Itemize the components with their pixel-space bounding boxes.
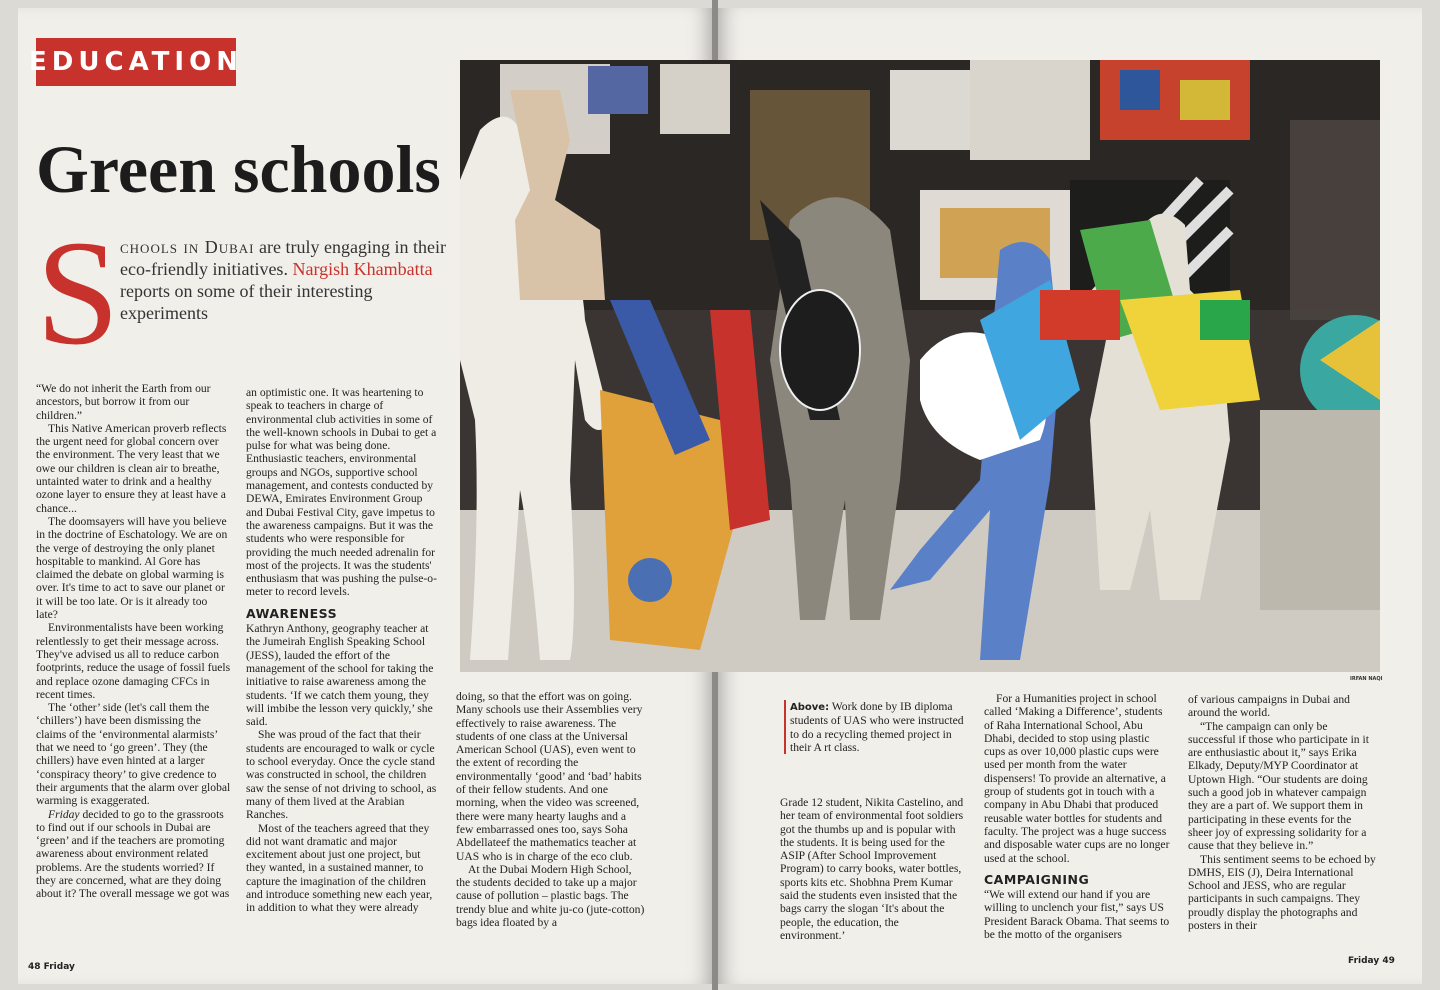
paragraph: She was proud of the fact that their students are encouraged to walk or cycle to school everyday. Once the cycle stand was constructed in school, the children saw the sense of not driving to school, as many of them lived at the Arabian Ranches. bbox=[246, 728, 437, 822]
photo-caption bbox=[784, 700, 968, 754]
standfirst-lead: chools in Dubai bbox=[120, 237, 255, 257]
headline: Green schools bbox=[36, 131, 441, 207]
paragraph: “We do not inherit the Earth from our ancestors, but borrow it from our children.” bbox=[36, 382, 211, 422]
paragraph: At the Dubai Modern High School, the students decided to take up a major cause of pollution – plastic bags. The trendy blue and white ju-co (jute-cotton) bags idea floated by a bbox=[456, 862, 645, 930]
body-column-5 bbox=[984, 692, 1172, 941]
body-column-4 bbox=[780, 796, 966, 942]
paragraph bbox=[36, 808, 232, 901]
standfirst bbox=[120, 236, 450, 324]
paragraph: The doomsayers will have you believe in the doctrine of Eschatology. We are on the verge of destroying the only planet hospitable to mankind. Al Gore has claimed the debate on global warming is over. It's time to act to save our planet or it will be too late. Or is it already too late? bbox=[36, 514, 228, 622]
author-name: Nargish Khambatta bbox=[292, 259, 433, 279]
paragraph: doing, so that the effort was on going. Many schools use their Assemblies very effectively to raise awareness. The students of one class at the Universal American School (UAS), even went to the extent of recording the environmentally ‘good’ and ‘bad’ habits of their fellow students. And one morning, when the video was screened, there were many hearty laughs and a few embarrassed ones too, says Soha Abdellateef the mathematics teacher at UAS who is in charge of the eco club. bbox=[456, 690, 643, 863]
body-column-3 bbox=[456, 690, 646, 929]
feature-photo bbox=[460, 60, 1380, 672]
paragraph: an optimistic one. It was heartening to speak to teachers in charge of environmental club activities in some of the well-known schools in Dubai to get a pulse for what was being done. Enthusiastic teachers, environmental groups and NGOs, supportive school management, and contests conducted by DEWA, Emirates Environment Group and Dubai Festival City, gave impetus to the awareness campaigns. But it was the students who were responsible for providing the much needed adrenalin for most of the projects. It was the students' enthusiasm that was pushing the pulse-o-meter to record levels. bbox=[246, 386, 437, 599]
paragraph: Grade 12 student, Nikita Castelino, and her team of environmental foot soldiers got the thumbs up and is popular with the students. It is being used for the ASIP (After School Improvement Program) to carry books, water bottles, sports kits etc. Shobhna Prem Kumar said the students even insisted that the bags carry the slogan ‘It's about the people, the education, the environment.’ bbox=[780, 796, 964, 942]
paragraph: Most of the teachers agreed that they did not want dramatic and major excitement about just one project, but they wanted, in a sustained manner, to capture the imagination of the children and introduce something new each year, in addition to what they were already bbox=[246, 821, 433, 915]
photo-illustration bbox=[460, 60, 1380, 672]
folio-left: 48 Friday bbox=[28, 962, 75, 972]
caption-label: Above: bbox=[790, 702, 830, 713]
paragraph: This sentiment seems to be echoed by DMHS, EIS (J), Deira International School and JESS, who are regular participants in such campaigns. They proudly display the photographs and posters in their bbox=[1188, 852, 1376, 933]
subhead-awareness: AWARENESS bbox=[246, 605, 338, 621]
body-column-6 bbox=[1188, 693, 1378, 932]
body-column-1 bbox=[36, 382, 232, 901]
paragraph: Kathryn Anthony, geography teacher at the Jumeirah English Speaking School (JESS), lauded the effort of the management of the school for taking the initiative to raise awareness among the students. ‘If we catch them young, they will imbibe the lesson very quickly,’ she said. bbox=[246, 622, 434, 729]
section-tag: EDUCATION bbox=[36, 38, 236, 86]
paragraph: of various campaigns in Dubai and around the world. bbox=[1188, 693, 1350, 720]
subhead-campaigning: CAMPAIGNING bbox=[984, 871, 1090, 887]
magazine-name: Friday bbox=[48, 807, 80, 821]
body-column-2 bbox=[246, 386, 442, 915]
photo-credit: IRFAN NAQI bbox=[1350, 676, 1383, 682]
standfirst-text-2: reports on some of their interesting experiments bbox=[120, 281, 373, 323]
paragraph: “The campaign can only be successful if those who participate in it are enthusiastic about it,” says Erika Elkady, Deputy/MYP Coordinator at Uptown High. “Our students are doing such a good job in whatever campaign they are a part of. We support them in participating in these events for the sheer joy of expressing solidarity for a cause that they believe in.” bbox=[1188, 719, 1369, 853]
paragraph-text: decided to go to the grassroots to find out if our schools in Dubai are ‘green’ and if the teachers are promoting awareness about environment related problems. Are the students worried? If they are concerned, what are they doing about it? The overall message we got was bbox=[36, 807, 230, 901]
folio-right: Friday 49 bbox=[1348, 956, 1395, 966]
paragraph: For a Humanities project in school called ‘Making a Difference’, students of Raha International School, Abu Dhabi, decided to stop using plastic cups as over 10,000 plastic cups were used per month from the water dispensers! To provide an alternative, a group of students got in touch with a company in Abu Dhabi that produced reusable water bottles for students and faculty. The project was a huge success and disposable water cups are no longer used at the school. bbox=[984, 692, 1170, 865]
caption-text: Work done by IB diploma students of UAS who were instructed to do a recycling themed project in their A rt class. bbox=[790, 700, 964, 754]
paragraph: The ‘other’ side (let's call them the ‘chillers’) have been dismissing the claims of the ‘environmental alarmists’ that we need to ‘go green’. They (the chillers) have even hinted at a larger ‘conspiracy theory’ to give credence to their arguments that the alarm over global warming is exaggerated. bbox=[36, 701, 231, 808]
standfirst-text-1: are truly engaging in their eco-friendly initiatives. bbox=[120, 237, 446, 279]
paragraph: Environmentalists have been working relentlessly to get their message across. They've advised us all to reduce carbon footprints, reduce the usage of fossil fuels and replace ozone damaging CFCs in recent times. bbox=[36, 621, 231, 701]
paragraph: This Native American proverb reflects the urgent need for global concern over the environment. The very least that we owe our children is clean air to breathe, untainted water to drink and a healthy ozone layer to ensure they at least have a chance... bbox=[36, 421, 227, 515]
paragraph: “We will extend our hand if you are willing to unclench your fist,” says US President Barack Obama. That seems to be the motto of the organisers bbox=[984, 888, 1170, 942]
drop-cap: S bbox=[36, 210, 120, 376]
